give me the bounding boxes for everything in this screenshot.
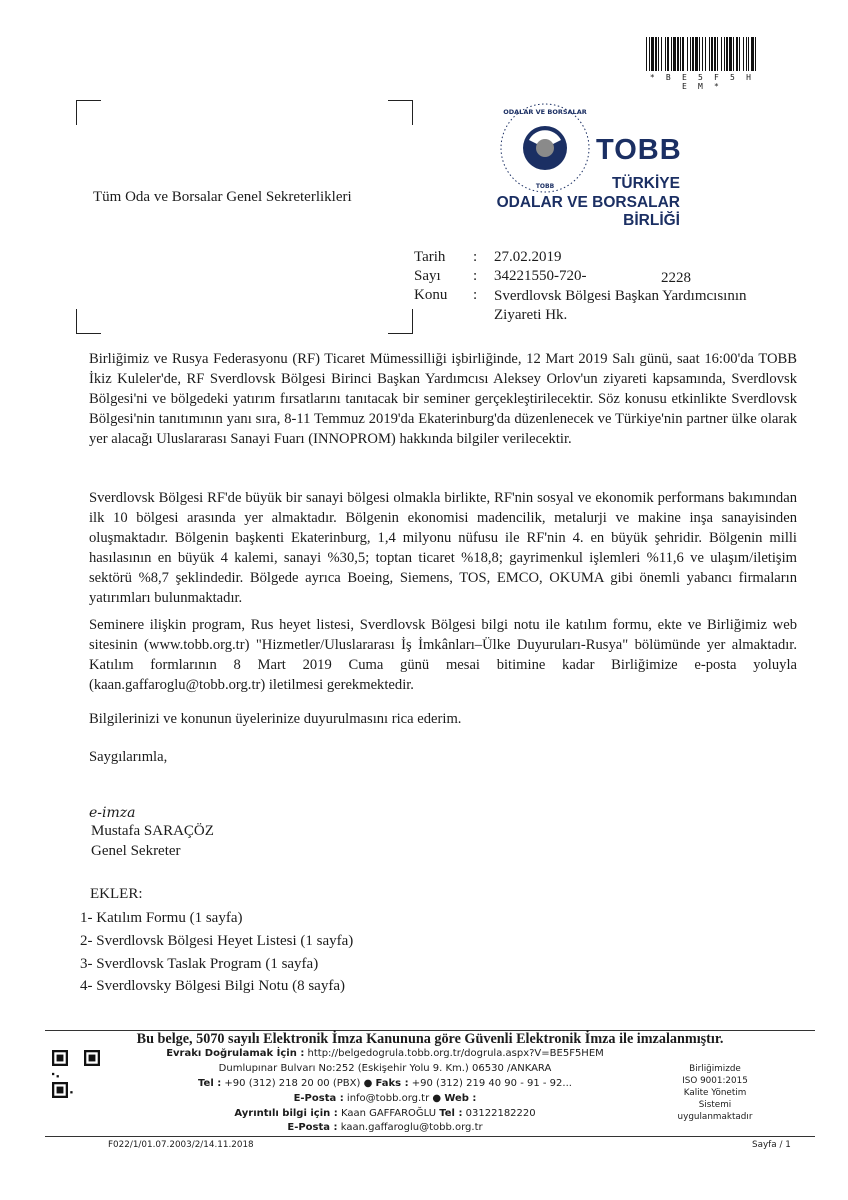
document-number: 2228 bbox=[661, 270, 691, 286]
iso-note-line: Kalite Yönetim bbox=[683, 1088, 747, 1098]
iso-note-line: Birliğimizde bbox=[689, 1064, 741, 1074]
logo-line-3: BİRLİĞİ bbox=[623, 212, 680, 229]
number-value: 34221550-720- bbox=[494, 268, 587, 284]
bullet-icon: ● bbox=[432, 1093, 442, 1104]
verify-url[interactable]: http://belgedogrula.tobb.org.tr/dogrula.aspx?V=BE5F5HEM bbox=[307, 1048, 604, 1059]
email-value[interactable]: info@tobb.org.tr bbox=[346, 1093, 430, 1104]
form-code: F022/1/01.07.2003/2/14.11.2018 bbox=[108, 1140, 254, 1150]
date-colon: : bbox=[473, 249, 478, 265]
date-value: 27.02.2019 bbox=[494, 249, 562, 265]
attachment-item: 1- Katılım Formu (1 sayfa) bbox=[80, 910, 243, 926]
address-corner-bottom-left bbox=[76, 309, 101, 334]
body-paragraph-1: Birliğimiz ve Rusya Federasyonu (RF) Ticaret Mümessilliği işbirliğinde, 12 Mart 2019 Salı günü, saat 16:00'da TOBB İkiz Kuleler'de, RF Sverdlovsk Bölgesi Birinci Başkan Yardımcısı Aleksey Orlov'un ziyareti kapsamında, Sverdlovsk Bölgesi'ni ve bölgedeki yatırım fırsatlarını tanıtacak bir seminer gerçekleştirilecektir. Söz konusu etkinlikte Sverdlovsk Bölgesi'nin tanıtımının yanı sıra, 8-11 Temmuz 2019'da Ekaterinburg'da düzenlenecek ve Türkiye'nin partner ülke olarak yer alacağı Uluslararası Sanayi Fuarı (INNOPROM) hakkında bilgiler verilecektir. bbox=[89, 351, 797, 447]
address-corner-top-left bbox=[76, 100, 101, 125]
qr-code-image bbox=[52, 1050, 100, 1098]
logo-acronym: TOBB bbox=[596, 134, 682, 166]
address-corner-top-right bbox=[388, 100, 413, 125]
subject-value: Sverdlovsk Bölgesi Başkan Yardımcısının Ziyareti Hk. bbox=[494, 288, 747, 323]
iso-note-line: uygulanmaktadır bbox=[677, 1112, 753, 1122]
footer-address: Dumlupınar Bulvarı No:252 (Eskişehir Yolu 9. Km.) 06530 /ANKARA bbox=[218, 1063, 552, 1074]
footer-esignature-notice: Bu belge, 5070 sayılı Elektronik İmza Kanununa göre Güvenli Elektronik İmza ile imzalanmıştır. bbox=[136, 1031, 724, 1047]
body-paragraph-2: Sverdlovsk Bölgesi RF'de büyük bir sanayi bölgesi olmakla birlikte, RF'nin sosyal ve ekonomik performans bakımından ilk 10 bölgesi arasında yer almaktadır. Bölgenin ekonomisi madencilik, metalurji ve makine inşa sanayisinden oluşmaktadır. Bölgenin başkenti Ekaterinburg, 1,4 milyonu nüfusu ile RF'nin 4. en büyük şehridir. Bölgenin milli hasılasının en büyük 4 kalemi, sanayi %30,5; toptan ticaret %18,8; gayrimenkul işlemleri %11,6 ve ulaşım/iletişim sektörü %8,7 şeklindedir. Bölgede ayrıca Boeing, Siemens, TOS, EMCO, OKUMA gibi önemli yabancı firmaların yatırımları bulunmaktadır. bbox=[89, 490, 797, 606]
footer-email-line bbox=[110, 1092, 660, 1107]
page-number: Sayfa / 1 bbox=[752, 1140, 791, 1150]
logo-line-2: ODALAR VE BORSALAR bbox=[496, 194, 680, 211]
iso-note-line: ISO 9001:2015 bbox=[682, 1076, 748, 1086]
contact-name: Kaan GAFFAROĞLU bbox=[340, 1108, 437, 1119]
footer-divider-bottom bbox=[45, 1136, 815, 1137]
contact-label: Ayrıntılı bilgi için : bbox=[234, 1108, 338, 1119]
attachment-item: 4- Sverdlovsky Bölgesi Bilgi Notu (8 sayfa) bbox=[80, 978, 345, 994]
number-colon: : bbox=[473, 268, 478, 284]
footer-contact-line bbox=[110, 1107, 660, 1122]
svg-text:ODALAR VE BORSALAR: ODALAR VE BORSALAR bbox=[503, 108, 587, 116]
number-label: Sayı bbox=[414, 268, 441, 284]
tel-label: Tel : bbox=[198, 1078, 222, 1089]
fax-label: Faks : bbox=[375, 1078, 409, 1089]
closing-salutation: Saygılarımla, bbox=[89, 749, 168, 765]
footer-contact-email-line bbox=[110, 1121, 660, 1136]
barcode-image bbox=[646, 37, 756, 71]
tel-value: +90 (312) 218 20 00 (PBX) bbox=[224, 1078, 361, 1089]
subject-label: Konu bbox=[414, 287, 448, 303]
footer-phone-line bbox=[110, 1077, 660, 1092]
bullet-icon: ● bbox=[363, 1078, 373, 1089]
web-label: Web : bbox=[444, 1093, 477, 1104]
date-label: Tarih bbox=[414, 249, 446, 265]
fax-value: +90 (312) 219 40 90 - 91 - 92... bbox=[411, 1078, 572, 1089]
iso-note-line: Sistemi bbox=[698, 1100, 732, 1110]
contact-email-label: E-Posta : bbox=[287, 1122, 338, 1133]
body-paragraph-4: Bilgilerinizi ve konunun üyelerinize duyurulmasını rica ederim. bbox=[89, 711, 462, 727]
verify-label: Evrakı Doğrulamak İçin : bbox=[166, 1048, 305, 1059]
body-paragraph-3: Seminere ilişkin program, Rus heyet listesi, Sverdlovsk Bölgesi bilgi notu ile katılım formu, ekte ve Birliğimiz web sitesinin (www.tobb.org.tr) "Hizmetler/Uluslararası İş İmkânları–Ülke Duyuruları-Rusya" bölümünde yer almaktadır. Katılım formlarının 8 Mart 2019 Cuma günü mesai bitimine kadar Birliğimize e-posta yoluyla (kaan.gaffaroglu@tobb.org.tr) iletilmesi gerekmektedir. bbox=[89, 617, 797, 693]
barcode-text: * B E 5 F 5 H E M * bbox=[649, 73, 755, 91]
contact-tel: 03122182220 bbox=[465, 1108, 536, 1119]
subject-colon: : bbox=[473, 287, 478, 303]
email-label: E-Posta : bbox=[293, 1093, 344, 1104]
attachment-item: 2- Sverdlovsk Bölgesi Heyet Listesi (1 sayfa) bbox=[80, 933, 354, 949]
logo-line-1: TÜRKİYE bbox=[611, 175, 680, 192]
signatory-title: Genel Sekreter bbox=[91, 843, 181, 859]
recipient: Tüm Oda ve Borsalar Genel Sekreterlikleri bbox=[93, 189, 352, 205]
attachment-item: 3- Sverdlovsk Taslak Program (1 sayfa) bbox=[80, 956, 319, 972]
contact-tel-label: Tel : bbox=[439, 1108, 463, 1119]
contact-email[interactable]: kaan.gaffaroglu@tobb.org.tr bbox=[340, 1122, 483, 1133]
attachments-title: EKLER: bbox=[90, 886, 143, 902]
address-corner-bottom-right bbox=[388, 309, 413, 334]
signatory-name: Mustafa SARAÇÖZ bbox=[91, 823, 214, 839]
seal-center-text: TOBB bbox=[535, 183, 555, 190]
e-signature-mark: e-imza bbox=[89, 805, 136, 821]
footer-verify-line bbox=[110, 1047, 660, 1062]
